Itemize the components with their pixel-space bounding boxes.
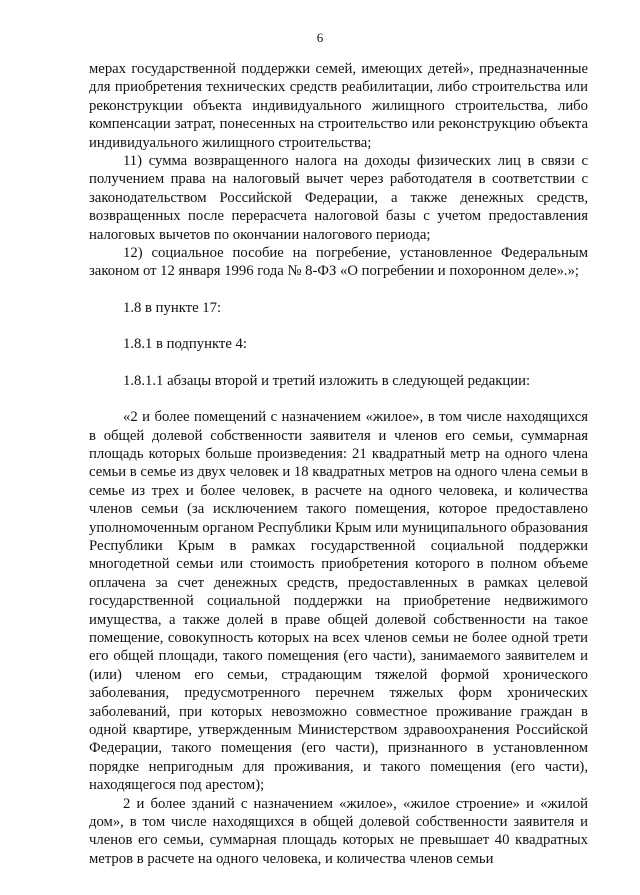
- paragraph-clause-1-8-1: 1.8.1 в подпункте 4:: [123, 336, 247, 353]
- document-body: [89, 60, 588, 868]
- paragraph-clause-1-8-1-1: 1.8.1.1 абзацы второй и третий изложить в следующей редакции:: [123, 372, 531, 389]
- paragraph-item-11: 11) сумма возвращенного налога на доходы физических лиц в связи с получением права на налоговый вычет через работодателя в соответствии с законодательством Российской Федерации, а также денежных средств, возвращенных после перерасчета налоговой базы с учетом предоставления налоговых вычетов по окончании налогового периода;: [89, 153, 588, 243]
- paragraph-buildings-rule: 2 и более зданий с назначением «жилое», «жилое строение» и «жилой дом», в том числе находящихся в общей долевой собственности заявителя и членов его семьи, суммарная площадь которых не превышает 40 квадратных метров в расчете на одного человека, и количества членов семьи: [89, 795, 588, 867]
- page-number: 6: [316, 30, 324, 45]
- paragraph-clause-1-8: 1.8 в пункте 17:: [123, 299, 222, 316]
- paragraph-premises-rule: «2 и более помещений с назначением «жилое», в том числе находящихся в общей долевой собственности заявителя и членов его семьи, суммарная площадь которых больше произведения: 21 квадратный метр на одного члена семьи в семье из двух человек и 18 квадратных метров на одного члена семьи в семье из трех и более человек, в расчете на одного человека, и количества членов семьи (за исключением такого помещения, которое предоставлено уполномоченным органом Республики Крым или муниципального образования Республики Крым в рамках государственной социальной поддержки многодетной семьи или стоимость приобретения которого в полном объеме оплачена за счет денежных средств, предоставленных в рамках целевой государственной социальной поддержки на приобретение недвижимого имущества, а также долей в праве общей долевой собственности на такое помещение, совокупность которых на всех членов семьи не более одной трети его общей площади, такого помещения (его части), занимаемого заявителем и (или) членом его семьи, страдающим тяжелой формой хронического заболевания, предусмотренного перечнем тяжелых форм хронических заболеваний, при которых невозможно совместное проживание граждан в одной квартире, утвержденным Министерством здравоохранения Российской Федерации, такого помещения (его части), признанного в установленном порядке непригодным для проживания, и такого помещения (его части), находящегося под арестом);: [89, 409, 588, 794]
- paragraph-measures-continuation: мерах государственной поддержки семей, имеющих детей», предназначенные для приобретения технических средств реабилитации, либо строительства или реконструкции объекта индивидуального жилищного строительства, либо компенсации затрат, понесенных на строительство или реконструкцию объекта индивидуального жилищного строительства;: [89, 61, 588, 151]
- paragraph-item-12: 12) социальное пособие на погребение, установленное Федеральным законом от 12 января 1996 года № 8-ФЗ «О погребении и похоронном деле».»;: [89, 245, 588, 280]
